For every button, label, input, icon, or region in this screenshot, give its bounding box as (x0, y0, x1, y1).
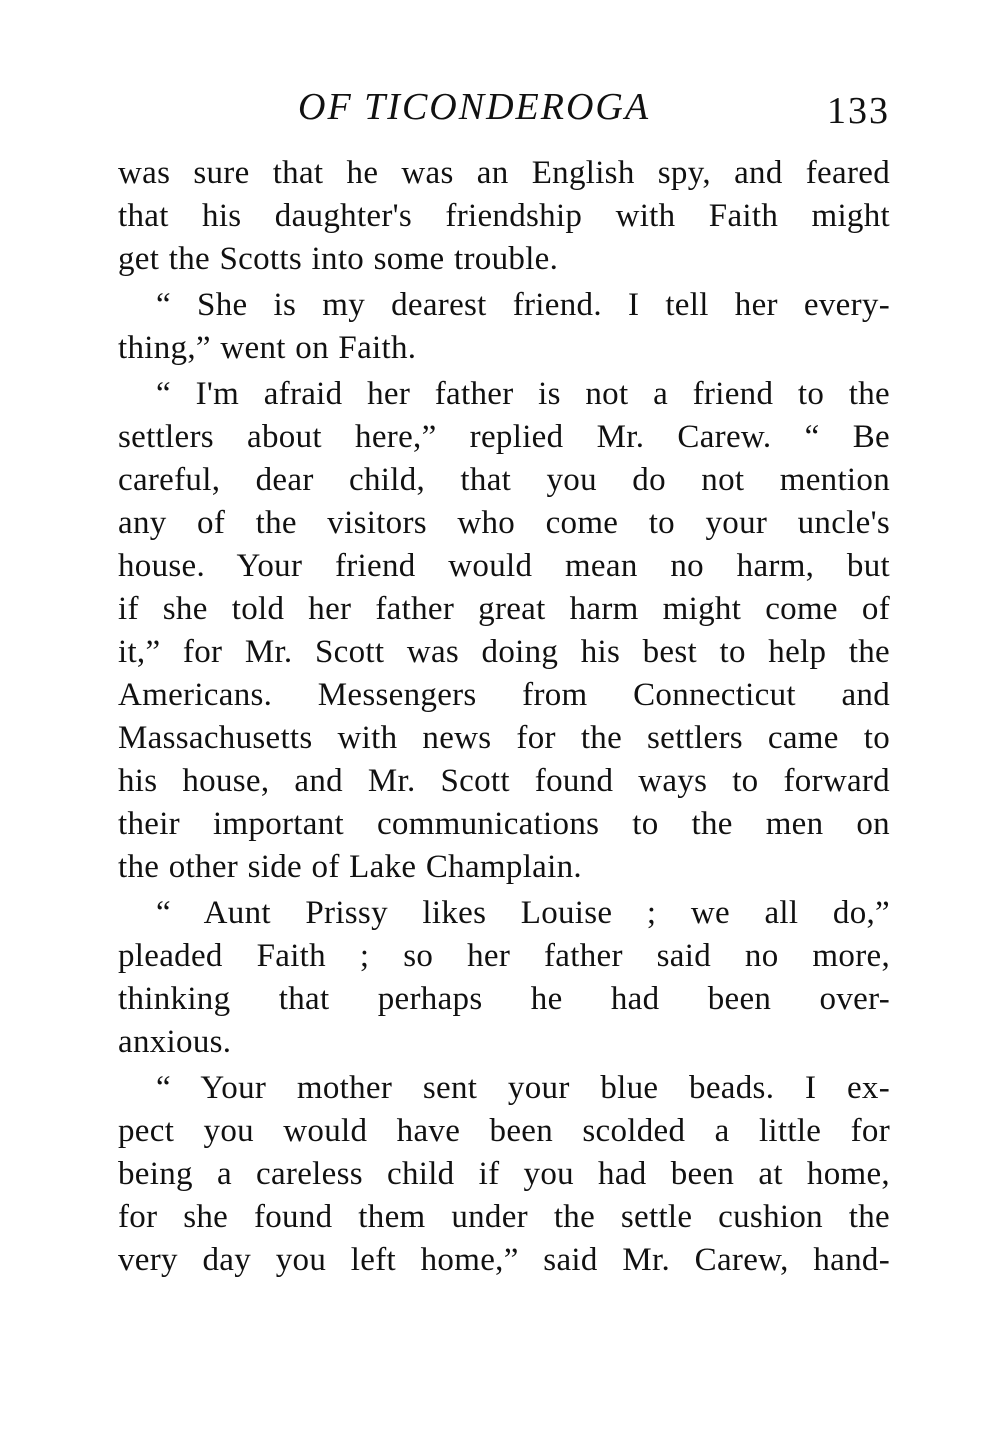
text-line: any of the visitors who come to your uncle's (118, 505, 890, 541)
text-line: “ Your mother sent your blue beads. I ex- (156, 1070, 890, 1106)
text-line: anxious. (118, 1024, 232, 1060)
text-line: being a careless child if you had been at home, (118, 1156, 890, 1192)
text-line: “ I'm afraid her father is not a friend to the (156, 376, 890, 412)
paragraph (118, 284, 890, 370)
text-line: thing,” went on Faith. (118, 330, 417, 366)
paragraph (118, 1067, 890, 1282)
text-line: careful, dear child, that you do not mention (118, 462, 890, 498)
text-line: house. Your friend would mean no harm, but (118, 548, 890, 584)
paragraph (118, 373, 890, 889)
text-line: Americans. Messengers from Connecticut and (118, 677, 890, 713)
text-line: for she found them under the settle cushion the (118, 1199, 890, 1235)
page-number: 133 (827, 90, 890, 132)
running-title: OF TICONDEROGA (298, 86, 651, 128)
text-line: get the Scotts into some trouble. (118, 241, 559, 277)
text-line: that his daughter's friendship with Faith might (118, 198, 890, 234)
running-head (118, 82, 890, 132)
text-line: thinking that perhaps he had been over- (118, 981, 890, 1017)
text-line: was sure that he was an English spy, and feared (118, 155, 890, 191)
paragraph (118, 892, 890, 1064)
text-line: “ She is my dearest friend. I tell her every- (156, 287, 890, 323)
text-line: “ Aunt Prissy likes Louise ; we all do,” (156, 895, 890, 931)
text-line: their important communications to the men on (118, 806, 890, 842)
text-line: Massachusetts with news for the settlers came to (118, 720, 890, 756)
text-line: the other side of Lake Champlain. (118, 849, 582, 885)
text-line: if she told her father great harm might come of (118, 591, 890, 627)
text-line: pect you would have been scolded a little for (118, 1113, 890, 1149)
text-line: pleaded Faith ; so her father said no more, (118, 938, 890, 974)
body-text (118, 152, 890, 1282)
text-line: very day you left home,” said Mr. Carew, hand- (118, 1242, 890, 1278)
text-line: settlers about here,” replied Mr. Carew. “ Be (118, 419, 890, 455)
text-line: his house, and Mr. Scott found ways to forward (118, 763, 890, 799)
text-line: it,” for Mr. Scott was doing his best to help the (118, 634, 890, 670)
paragraph (118, 152, 890, 281)
